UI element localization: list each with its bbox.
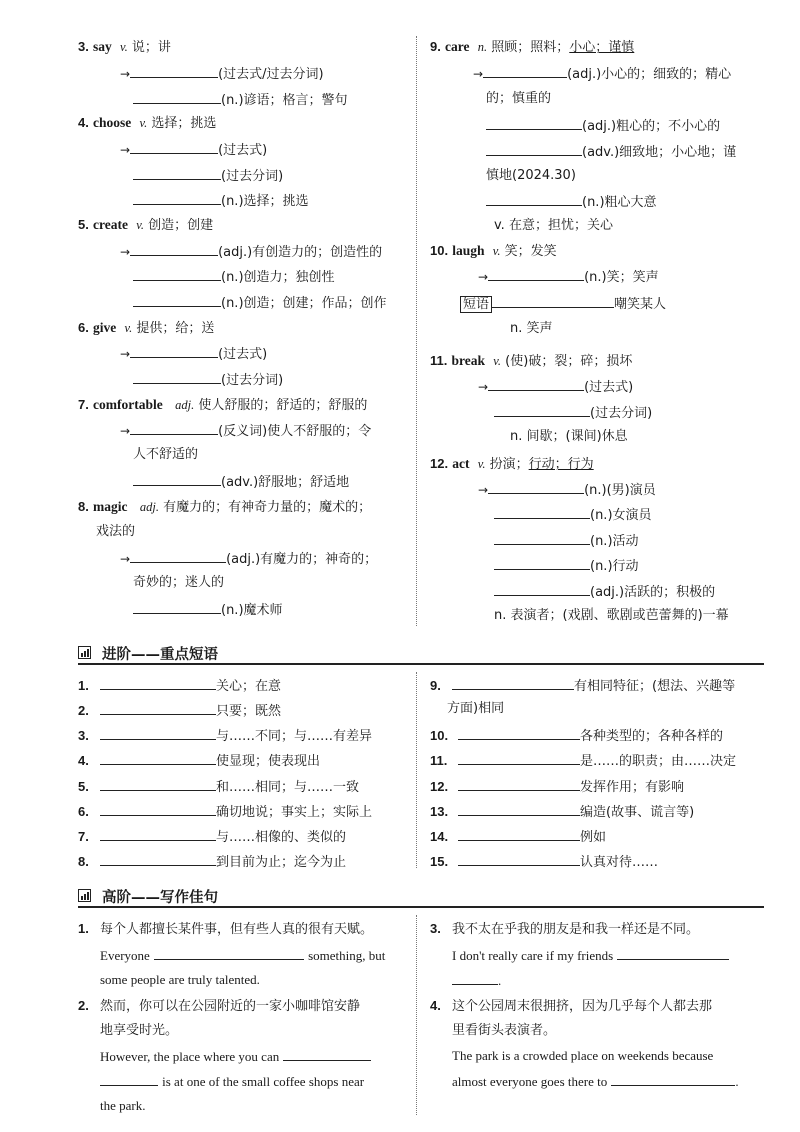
sentence-item-en: the park. xyxy=(100,1098,146,1113)
answer-blank[interactable] xyxy=(458,852,580,866)
phrase-continuation: 方面)相同 xyxy=(447,701,505,716)
form-line: → (过去式) xyxy=(478,377,633,397)
answer-blank[interactable] xyxy=(458,751,580,765)
vocab-entry-comfortable: 7. comfortable adj. 使人舒服的；舒适的；舒服的 xyxy=(78,397,368,413)
section-title: 进阶——重点短语 xyxy=(102,647,218,663)
vocab-entry-act: 12. act v. 扮演；行动；行为 xyxy=(430,456,594,472)
column-divider-middle xyxy=(416,672,417,868)
phrase-item: 3. 与……不同；与……有差异 xyxy=(78,728,373,744)
sentence-item-en: some people are truly talented. xyxy=(100,972,260,987)
form-line: → (adj.)有创造力的；创造性的 xyxy=(120,242,382,262)
phrase-item: 10. 各种类型的；各种各样的 xyxy=(430,728,724,744)
vocab-entry-choose: 4. choose v. 选择；挑选 xyxy=(78,115,217,131)
phrase-badge: 短语 xyxy=(460,296,492,313)
phrase-item: 12. 发挥作用；有影响 xyxy=(430,779,685,795)
answer-blank[interactable] xyxy=(488,377,584,391)
answer-blank[interactable] xyxy=(100,726,216,740)
sentence-item-cn: 地享受时光。 xyxy=(100,1023,179,1038)
form-line: (n.)选择；挑选 xyxy=(133,191,309,211)
answer-blank[interactable] xyxy=(486,192,582,206)
answer-blank[interactable] xyxy=(133,90,221,104)
form-line: (n.)谚语；格言；警句 xyxy=(133,90,348,110)
vocab-entry-create: 5. create v. 创造；创建 xyxy=(78,217,214,233)
answer-blank[interactable] xyxy=(100,1072,158,1086)
form-line: (n.)活动 xyxy=(494,531,639,551)
form-line: (n.)创造力；独创性 xyxy=(133,267,335,287)
answer-blank[interactable] xyxy=(100,676,216,690)
meaning-continuation: 戏法的 xyxy=(96,524,136,539)
answer-blank[interactable] xyxy=(494,505,590,519)
column-divider-top xyxy=(416,36,417,626)
sentence-item-en: The park is a crowded place on weekends because xyxy=(452,1048,714,1063)
phrase-item: 8. 到目前为止；迄今为止 xyxy=(78,854,347,870)
form-line: (adj.)粗心的；不小心的 xyxy=(486,116,720,136)
answer-blank[interactable] xyxy=(458,827,580,841)
phrase-item: 15. 认真对待…… xyxy=(430,854,659,870)
form-line: → (n.)(男)演员 xyxy=(478,480,656,500)
form-line: (n.)创造；创建；作品；创作 xyxy=(133,293,387,313)
section-header-phrases xyxy=(78,643,764,665)
section-header-writing xyxy=(78,886,764,908)
answer-blank[interactable] xyxy=(130,344,218,358)
bar-chart-icon xyxy=(78,889,91,902)
answer-blank[interactable] xyxy=(100,827,216,841)
form-line: (n.)女演员 xyxy=(494,505,652,525)
answer-blank[interactable] xyxy=(133,191,221,205)
answer-blank[interactable] xyxy=(130,549,226,563)
phrase-item: 13. 编造(故事、谎言等) xyxy=(430,804,695,820)
answer-blank[interactable] xyxy=(458,777,580,791)
phrase-item: 5. 和……相同；与……一致 xyxy=(78,779,360,795)
form-line: (adj.)活跃的；积极的 xyxy=(494,582,715,602)
answer-blank[interactable] xyxy=(458,726,580,740)
form-line: → (adj.)小心的；细致的；精心 xyxy=(473,64,731,84)
phrase-item: 11. 是……的职责；由……决定 xyxy=(430,753,737,769)
form-continuation: 奇妙的；迷人的 xyxy=(133,575,225,590)
form-line: (n.)行动 xyxy=(494,556,639,576)
column-divider-bottom xyxy=(416,915,417,1115)
answer-blank[interactable] xyxy=(100,751,216,765)
answer-blank[interactable] xyxy=(617,946,729,960)
vocab-entry-laugh: 10. laugh v. 笑；发笑 xyxy=(430,243,557,259)
sentence-item-en: Everyone something, but xyxy=(100,948,386,963)
form-line: (过去分词) xyxy=(133,166,283,186)
sentence-item-en: almost everyone goes there to . xyxy=(452,1074,739,1089)
answer-blank[interactable] xyxy=(133,600,221,614)
answer-blank[interactable] xyxy=(494,531,590,545)
form-line: (n.)粗心大意 xyxy=(486,192,657,212)
form-line: → (过去式) xyxy=(120,344,267,364)
sentence-item-cn: 4. 这个公园周末很拥挤，因为几乎每个人都去那 xyxy=(430,998,713,1014)
form-continuation: 的；慎重的 xyxy=(486,91,552,106)
form-line: (n.)魔术师 xyxy=(133,600,283,620)
phrase-item: 1. 关心；在意 xyxy=(78,678,282,694)
section-title: 高阶——写作佳句 xyxy=(102,890,218,906)
phrase-item: 4. 使显现；使表现出 xyxy=(78,753,321,769)
answer-blank[interactable] xyxy=(130,64,218,78)
answer-blank[interactable] xyxy=(133,293,221,307)
form-line: (adv.)舒服地；舒适地 xyxy=(133,472,349,492)
answer-blank[interactable] xyxy=(483,64,567,78)
phrase-item: 9. 有相同特征；(想法、兴趣等 xyxy=(430,678,736,694)
answer-blank[interactable] xyxy=(133,166,221,180)
sentence-item-cn: 里看街头表演者。 xyxy=(452,1023,557,1038)
answer-blank[interactable] xyxy=(100,802,216,816)
answer-blank[interactable] xyxy=(100,777,216,791)
sentence-item-en: is at one of the small coffee shops near xyxy=(100,1072,364,1092)
form-continuation: 慎地(2024.30) xyxy=(486,168,576,183)
sentence-item-en: . xyxy=(452,971,501,991)
sentence-item-cn: 1. 每个人都擅长某件事，但有些人真的很有天赋。 xyxy=(78,921,374,937)
answer-blank[interactable] xyxy=(283,1047,371,1061)
sentence-item-en: I don't really care if my friends xyxy=(452,946,729,966)
sentence-item-cn: 2. 然而，你可以在公园附近的一家小咖啡馆安静 xyxy=(78,998,361,1014)
form-line: → (过去式) xyxy=(120,140,267,160)
form-continuation: 人不舒适的 xyxy=(133,447,199,462)
form-line: n. 表演者；(戏剧、歌剧或芭蕾舞的)一幕 xyxy=(494,608,729,623)
form-line: (过去分词) xyxy=(494,403,652,423)
form-line: (adv.)细致地；小心地；谨 xyxy=(486,142,736,162)
phrase-item: 2. 只要；既然 xyxy=(78,703,282,719)
sentence-item-en: However, the place where you can xyxy=(100,1047,371,1067)
vocab-entry-magic: 8. magic adj. 有魔力的；有神奇力量的；魔术的； xyxy=(78,499,372,515)
phrase-item: 6. 确切地说；事实上；实际上 xyxy=(78,804,373,820)
answer-blank[interactable] xyxy=(488,267,584,281)
answer-blank[interactable] xyxy=(494,556,590,570)
answer-blank[interactable] xyxy=(100,852,216,866)
answer-blank[interactable] xyxy=(494,582,590,596)
answer-blank[interactable] xyxy=(452,971,498,985)
phrase-line: 短语 嘲笑某人 xyxy=(460,294,666,314)
form-line: → (adj.)有魔力的；神奇的； xyxy=(120,549,377,569)
answer-blank[interactable] xyxy=(133,472,221,486)
form-line: → (n.)笑；笑声 xyxy=(478,267,659,287)
sentence-item-cn: 3. 我不太在乎我的朋友是和我一样还是不同。 xyxy=(430,921,700,937)
answer-blank[interactable] xyxy=(494,403,590,417)
answer-blank[interactable] xyxy=(130,140,218,154)
answer-blank[interactable] xyxy=(492,294,614,308)
answer-blank[interactable] xyxy=(611,1072,735,1086)
answer-blank[interactable] xyxy=(133,267,221,281)
vocab-entry-say: 3. say v. 说；讲 xyxy=(78,39,171,55)
answer-blank[interactable] xyxy=(458,802,580,816)
vocab-entry-care: 9. care n. 照顾；照料；小心；谨慎 xyxy=(430,39,635,55)
form-line: n. 间歇；(课间)休息 xyxy=(510,429,628,444)
bar-chart-icon xyxy=(78,646,91,659)
answer-blank[interactable] xyxy=(100,701,216,715)
answer-blank[interactable] xyxy=(130,421,218,435)
form-line: n. 笑声 xyxy=(510,321,553,336)
form-line: → (过去式/过去分词) xyxy=(120,64,324,84)
form-line: → (反义词)使人不舒服的；令 xyxy=(120,421,371,441)
phrase-item: 7. 与……相像的、类似的 xyxy=(78,829,347,845)
vocab-entry-give: 6. give v. 提供；给；送 xyxy=(78,320,215,336)
answer-blank[interactable] xyxy=(130,242,218,256)
answer-blank[interactable] xyxy=(154,946,304,960)
form-line: (过去分词) xyxy=(133,370,283,390)
phrase-item: 14. 例如 xyxy=(430,829,607,845)
answer-blank[interactable] xyxy=(133,370,221,384)
answer-blank[interactable] xyxy=(452,676,574,690)
answer-blank[interactable] xyxy=(486,142,582,156)
vocab-entry-break: 11. break v. (使)破；裂；碎；损坏 xyxy=(430,353,633,369)
answer-blank[interactable] xyxy=(488,480,584,494)
answer-blank[interactable] xyxy=(486,116,582,130)
form-line: v. 在意；担忧；关心 xyxy=(494,218,613,233)
